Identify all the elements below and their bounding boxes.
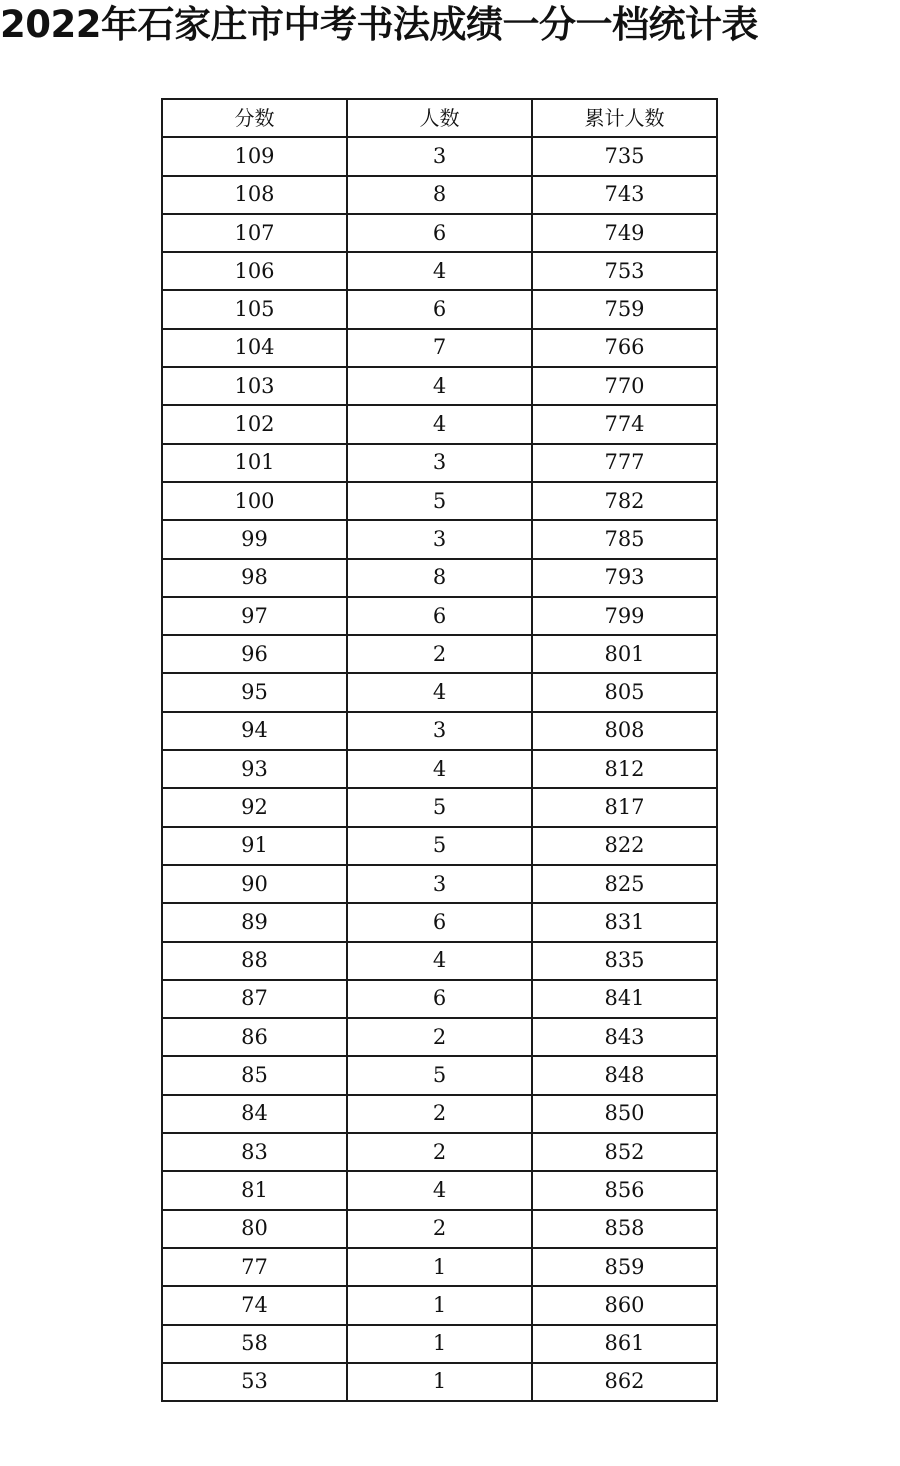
cumulative-cell: 817 xyxy=(532,788,717,826)
score-cell: 103 xyxy=(162,367,347,405)
count-cell: 1 xyxy=(347,1248,532,1286)
table-row xyxy=(162,367,717,405)
table-row xyxy=(162,903,717,941)
table-row xyxy=(162,1210,717,1248)
table-row xyxy=(162,1363,717,1401)
cumulative-cell: 766 xyxy=(532,329,717,367)
score-cell: 109 xyxy=(162,137,347,175)
count-cell: 3 xyxy=(347,712,532,750)
score-cell: 93 xyxy=(162,750,347,788)
header-score: 分数 xyxy=(162,99,347,137)
score-cell: 83 xyxy=(162,1133,347,1171)
table-row xyxy=(162,176,717,214)
score-cell: 99 xyxy=(162,520,347,558)
table-row xyxy=(162,1095,717,1133)
score-cell: 74 xyxy=(162,1286,347,1324)
table-row xyxy=(162,597,717,635)
score-cell: 107 xyxy=(162,214,347,252)
count-cell: 5 xyxy=(347,482,532,520)
score-table xyxy=(161,98,718,1402)
score-cell: 88 xyxy=(162,942,347,980)
count-cell: 6 xyxy=(347,903,532,941)
count-cell: 1 xyxy=(347,1286,532,1324)
score-cell: 104 xyxy=(162,329,347,367)
cumulative-cell: 858 xyxy=(532,1210,717,1248)
count-cell: 4 xyxy=(347,750,532,788)
cumulative-cell: 785 xyxy=(532,520,717,558)
header-count: 人数 xyxy=(347,99,532,137)
cumulative-cell: 861 xyxy=(532,1325,717,1363)
table-row xyxy=(162,788,717,826)
cumulative-cell: 805 xyxy=(532,673,717,711)
table-row xyxy=(162,444,717,482)
cumulative-cell: 856 xyxy=(532,1171,717,1209)
table-row xyxy=(162,1133,717,1171)
count-cell: 4 xyxy=(347,367,532,405)
cumulative-cell: 793 xyxy=(532,559,717,597)
count-cell: 4 xyxy=(347,1171,532,1209)
count-cell: 3 xyxy=(347,137,532,175)
cumulative-cell: 753 xyxy=(532,252,717,290)
count-cell: 6 xyxy=(347,214,532,252)
table-row xyxy=(162,520,717,558)
table-row xyxy=(162,865,717,903)
cumulative-cell: 735 xyxy=(532,137,717,175)
table-row xyxy=(162,137,717,175)
cumulative-cell: 749 xyxy=(532,214,717,252)
cumulative-cell: 825 xyxy=(532,865,717,903)
cumulative-cell: 782 xyxy=(532,482,717,520)
cumulative-cell: 743 xyxy=(532,176,717,214)
score-cell: 84 xyxy=(162,1095,347,1133)
table-row xyxy=(162,1018,717,1056)
table-row xyxy=(162,1286,717,1324)
table-row xyxy=(162,827,717,865)
count-cell: 3 xyxy=(347,520,532,558)
score-cell: 96 xyxy=(162,635,347,673)
score-cell: 89 xyxy=(162,903,347,941)
count-cell: 2 xyxy=(347,1018,532,1056)
header-row xyxy=(162,99,717,137)
score-cell: 98 xyxy=(162,559,347,597)
score-cell: 85 xyxy=(162,1056,347,1094)
cumulative-cell: 859 xyxy=(532,1248,717,1286)
cumulative-cell: 831 xyxy=(532,903,717,941)
table-body xyxy=(162,137,717,1401)
score-cell: 94 xyxy=(162,712,347,750)
table-row xyxy=(162,673,717,711)
score-cell: 58 xyxy=(162,1325,347,1363)
score-cell: 95 xyxy=(162,673,347,711)
score-cell: 101 xyxy=(162,444,347,482)
cumulative-cell: 801 xyxy=(532,635,717,673)
score-cell: 105 xyxy=(162,290,347,328)
score-cell: 81 xyxy=(162,1171,347,1209)
cumulative-cell: 770 xyxy=(532,367,717,405)
table-row xyxy=(162,290,717,328)
count-cell: 4 xyxy=(347,942,532,980)
cumulative-cell: 860 xyxy=(532,1286,717,1324)
table-row xyxy=(162,329,717,367)
score-cell: 100 xyxy=(162,482,347,520)
count-cell: 2 xyxy=(347,635,532,673)
score-cell: 80 xyxy=(162,1210,347,1248)
count-cell: 5 xyxy=(347,1056,532,1094)
count-cell: 8 xyxy=(347,559,532,597)
count-cell: 6 xyxy=(347,597,532,635)
table-row xyxy=(162,712,717,750)
cumulative-cell: 848 xyxy=(532,1056,717,1094)
table-row xyxy=(162,1325,717,1363)
score-cell: 86 xyxy=(162,1018,347,1056)
count-cell: 1 xyxy=(347,1325,532,1363)
table-header xyxy=(162,99,717,137)
table-row xyxy=(162,942,717,980)
count-cell: 2 xyxy=(347,1095,532,1133)
cumulative-cell: 822 xyxy=(532,827,717,865)
count-cell: 4 xyxy=(347,673,532,711)
count-cell: 1 xyxy=(347,1363,532,1401)
cumulative-cell: 841 xyxy=(532,980,717,1018)
count-cell: 4 xyxy=(347,252,532,290)
table-row xyxy=(162,750,717,788)
cumulative-cell: 812 xyxy=(532,750,717,788)
score-cell: 102 xyxy=(162,405,347,443)
table-row xyxy=(162,980,717,1018)
count-cell: 5 xyxy=(347,788,532,826)
cumulative-cell: 774 xyxy=(532,405,717,443)
score-cell: 97 xyxy=(162,597,347,635)
count-cell: 6 xyxy=(347,980,532,1018)
cumulative-cell: 862 xyxy=(532,1363,717,1401)
count-cell: 3 xyxy=(347,444,532,482)
cumulative-cell: 808 xyxy=(532,712,717,750)
table-row xyxy=(162,559,717,597)
cumulative-cell: 759 xyxy=(532,290,717,328)
count-cell: 2 xyxy=(347,1210,532,1248)
count-cell: 3 xyxy=(347,865,532,903)
score-cell: 90 xyxy=(162,865,347,903)
cumulative-cell: 799 xyxy=(532,597,717,635)
score-cell: 106 xyxy=(162,252,347,290)
table-row xyxy=(162,405,717,443)
score-cell: 92 xyxy=(162,788,347,826)
table-row xyxy=(162,252,717,290)
count-cell: 5 xyxy=(347,827,532,865)
table-row xyxy=(162,1248,717,1286)
count-cell: 2 xyxy=(347,1133,532,1171)
count-cell: 8 xyxy=(347,176,532,214)
header-cumulative: 累计人数 xyxy=(532,99,717,137)
cumulative-cell: 852 xyxy=(532,1133,717,1171)
page-title: 2022年石家庄市中考书法成绩一分一档统计表 xyxy=(0,3,758,46)
cumulative-cell: 835 xyxy=(532,942,717,980)
cumulative-cell: 843 xyxy=(532,1018,717,1056)
score-cell: 108 xyxy=(162,176,347,214)
table-row xyxy=(162,1056,717,1094)
score-cell: 53 xyxy=(162,1363,347,1401)
cumulative-cell: 850 xyxy=(532,1095,717,1133)
score-cell: 91 xyxy=(162,827,347,865)
table-row xyxy=(162,635,717,673)
table-row xyxy=(162,1171,717,1209)
table-row xyxy=(162,482,717,520)
count-cell: 4 xyxy=(347,405,532,443)
score-cell: 87 xyxy=(162,980,347,1018)
score-cell: 77 xyxy=(162,1248,347,1286)
cumulative-cell: 777 xyxy=(532,444,717,482)
table-row xyxy=(162,214,717,252)
count-cell: 7 xyxy=(347,329,532,367)
count-cell: 6 xyxy=(347,290,532,328)
